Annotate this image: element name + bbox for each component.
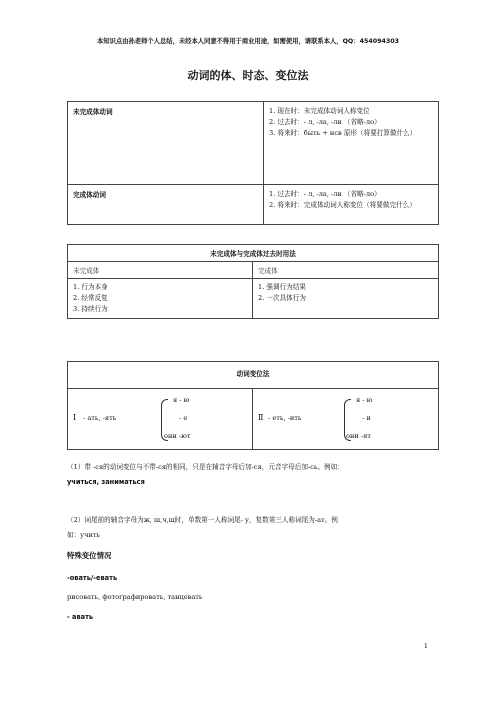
- list-item: 1. 现在时：未完成体动词人称变位: [269, 107, 370, 115]
- page-number: 1: [424, 643, 428, 650]
- note-2: [67, 513, 439, 543]
- roman-numeral: Ⅱ: [258, 413, 264, 422]
- special-subheading: -овать/-евать: [67, 574, 118, 582]
- table-row: [68, 389, 439, 450]
- page-title: 动词的体、时态、变位法: [187, 69, 309, 82]
- first-conjugation: [68, 389, 253, 450]
- list-item: 2. 一次具体行为: [258, 294, 306, 302]
- list-item: 2. 经常反复: [73, 294, 108, 302]
- infinitive-endings: - ать, -ять: [83, 414, 117, 422]
- column-header: 完成体: [253, 262, 439, 279]
- copyright-notice: 本知识点由孙老师个人总结，未经本人同意不得用于商业用途，如需使用，请联系本人，QQ：454094303: [96, 38, 399, 45]
- note-text: （1）带 -ся的动词变位与不带-ся的相同，只是在辅音字母后加-ся，元音字母后加-сь。例如：: [67, 463, 344, 471]
- column-header: 未完成体: [68, 262, 253, 279]
- list-item: 3. 将来时：быть + нсв 原形（将要打算做什么）: [269, 129, 417, 137]
- perfective-label: 完成体动词: [68, 185, 264, 225]
- infinitive-endings: - еть, -ить: [268, 414, 302, 422]
- note-example: учиться, заниматься: [67, 478, 145, 486]
- form-3pl: они -ют: [164, 432, 191, 440]
- form-2sg: - е: [179, 414, 188, 422]
- imperfective-label: 未完成体动词: [68, 102, 264, 185]
- table-row: [68, 185, 439, 225]
- list-item: 2. 将来时：完成体动词人称变位（将要做完什么）: [269, 201, 416, 209]
- note-text: （2）词尾前的辅音字母为ж, ш,ч,щ时，单数第一人称词尾- у，复数第三人称词尾为-ат。例: [67, 516, 338, 524]
- imperfective-tenses: [264, 102, 439, 185]
- form-2sg: - и: [362, 414, 371, 422]
- special-heading: 特殊变位情况: [67, 551, 112, 560]
- form-1sg: я - ю: [173, 396, 190, 404]
- list-item: 1. 强调行为结果: [258, 283, 306, 291]
- form-1sg: я - ю: [356, 396, 373, 404]
- list-item: 3. 持续行为: [73, 305, 108, 313]
- table-row: [68, 102, 439, 185]
- note-example: 如：учить: [67, 531, 101, 539]
- list-item: 1. 行为本身: [73, 283, 108, 291]
- note-1: [67, 460, 439, 490]
- form-3pl: они -ят: [346, 432, 371, 440]
- special-subheading-2: - авать: [67, 613, 94, 621]
- past-usage-table: [67, 244, 439, 319]
- conjugation-table: [67, 361, 439, 450]
- table-title: 动词变位法: [68, 362, 439, 389]
- table-row: [68, 362, 439, 389]
- perfective-tenses: [264, 185, 439, 225]
- roman-numeral: Ⅰ: [73, 413, 77, 422]
- list-item: 2. 过去时：- л, -ла, -ли （省略-ло）: [269, 118, 381, 126]
- table-row: [68, 262, 439, 279]
- aspect-table: [67, 101, 439, 225]
- perfective-usage: [253, 279, 439, 319]
- list-item: 1. 过去时：- л, -ла, -ли （省略-ло）: [269, 190, 381, 198]
- table-title: 未完成体与完成体过去时用法: [68, 245, 439, 262]
- second-conjugation: [253, 389, 439, 450]
- imperfective-usage: [68, 279, 253, 319]
- table-row: [68, 279, 439, 319]
- table-row: [68, 245, 439, 262]
- special-examples: рисовать, фотографировать, танцевать: [67, 593, 203, 601]
